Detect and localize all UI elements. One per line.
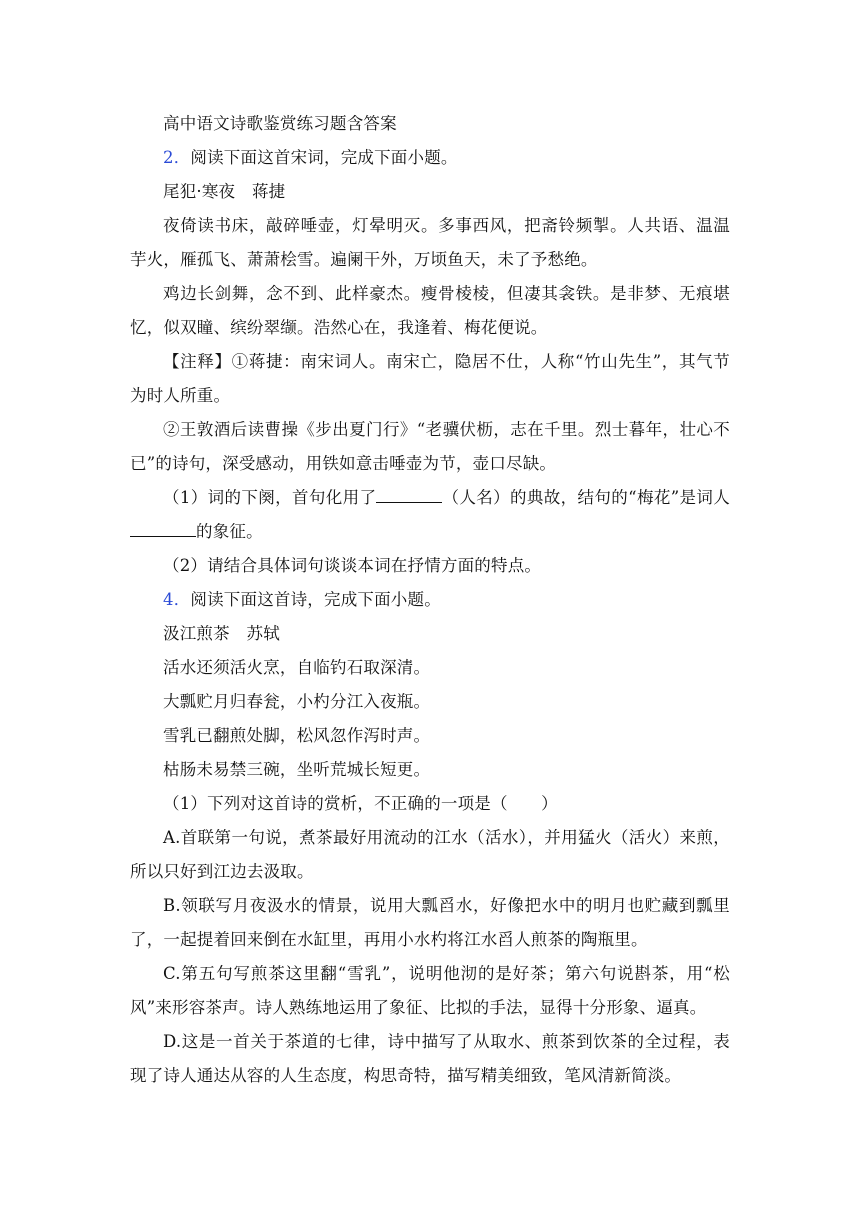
option-c: C.第五句写煎茶这里翻“雪乳”，说明他沏的是好茶；第六句说斟茶，用“松风”来形容茶声。诗人熟练地运用了象征、比拟的手法，显得十分形象、逼真。 [130,964,730,1017]
sub-question-2: （2）请结合具体词句谈谈本词在抒情方面的特点。 [163,556,542,575]
sub-question-1-part-c: 的象征。 [196,522,263,541]
poem-stanza-2: 鸡边长剑舞，念不到、此样豪杰。瘦骨棱棱，但凄其衾铁。是非梦、无痕堪忆，似双瞳、缤纷翠缬。浩然心在，我逢着、梅花便说。 [130,284,730,337]
question-4-number: 4． [163,590,191,609]
option-d: D.这是一首关于茶道的七律，诗中描写了从取水、煎茶到饮茶的全过程，表现了诗人通达从容的人生态度，构思奇特，描写精美细致，笔风清新简淡。 [130,1032,730,1085]
answer-blank-2[interactable] [130,516,196,537]
poem-stanza-1: 夜倚读书床，敲碎唾壶，灯晕明灭。多事西风，把斋铃频掣。人共语、温温芋火，雁孤飞、萧萧桧雪。遍阑干外，万顷鱼天，未了予愁绝。 [130,216,730,269]
question-4-prompt [130,583,730,617]
document-title: 高中语文诗歌鉴赏练习题含答案 [163,114,397,133]
document-body [130,107,730,1093]
question-2-prompt [130,141,730,175]
option-b: B.领联写月夜汲水的情景，说用大瓢舀水，好像把水中的明月也贮藏到瓢里了，一起提着回来倒在水缸里，再用小水杓将江水舀人煎茶的陶瓶里。 [130,896,730,949]
poem-title-2: 汲江煎茶 苏轼 [163,624,280,643]
sub-question-4-1: （1）下列对这首诗的赏析，不正确的一项是（ ） [163,794,558,813]
poem-line: 大瓢贮月归春瓮，小杓分江入夜瓶。 [163,692,431,711]
poem-line: 活水还须活火烹，自临钓石取深清。 [163,658,431,677]
poem-line: 枯肠未易禁三碗，坐听荒城长短更。 [163,760,431,779]
sub-question-1 [130,481,730,549]
question-2-number: 2． [163,148,191,167]
option-a: A.首联第一句说，煮茶最好用流动的江水（活水），并用猛火（活火）来煎，所以只好到江边去汲取。 [130,828,730,881]
answer-blank-1[interactable] [376,482,442,503]
sub-question-1-part-a: （1）词的下阕，首句化用了 [163,488,377,507]
question-2-text: 阅读下面这首宋词，完成下面小题。 [190,148,458,167]
annotation-2: ②王敦酒后读曹操《步出夏门行》“老骥伏枥，志在千里。烈士暮年，壮心不已”的诗句，深受感动，用铁如意击唾壶为节，壶口尽缺。 [130,420,730,473]
poem-line: 雪乳已翻煎处脚，松风忽作泻时声。 [163,726,431,745]
sub-question-1-part-b: （人名）的典故，结句的“梅花”是词人 [442,488,730,507]
poem-title: 尾犯·寒夜 蒋捷 [163,182,286,201]
question-4-text: 阅读下面这首诗，完成下面小题。 [190,590,441,609]
annotation-1: 【注释】①蒋捷：南宋词人。南宋亡，隐居不仕，人称“竹山先生”，其气节为时人所重。 [130,352,730,405]
